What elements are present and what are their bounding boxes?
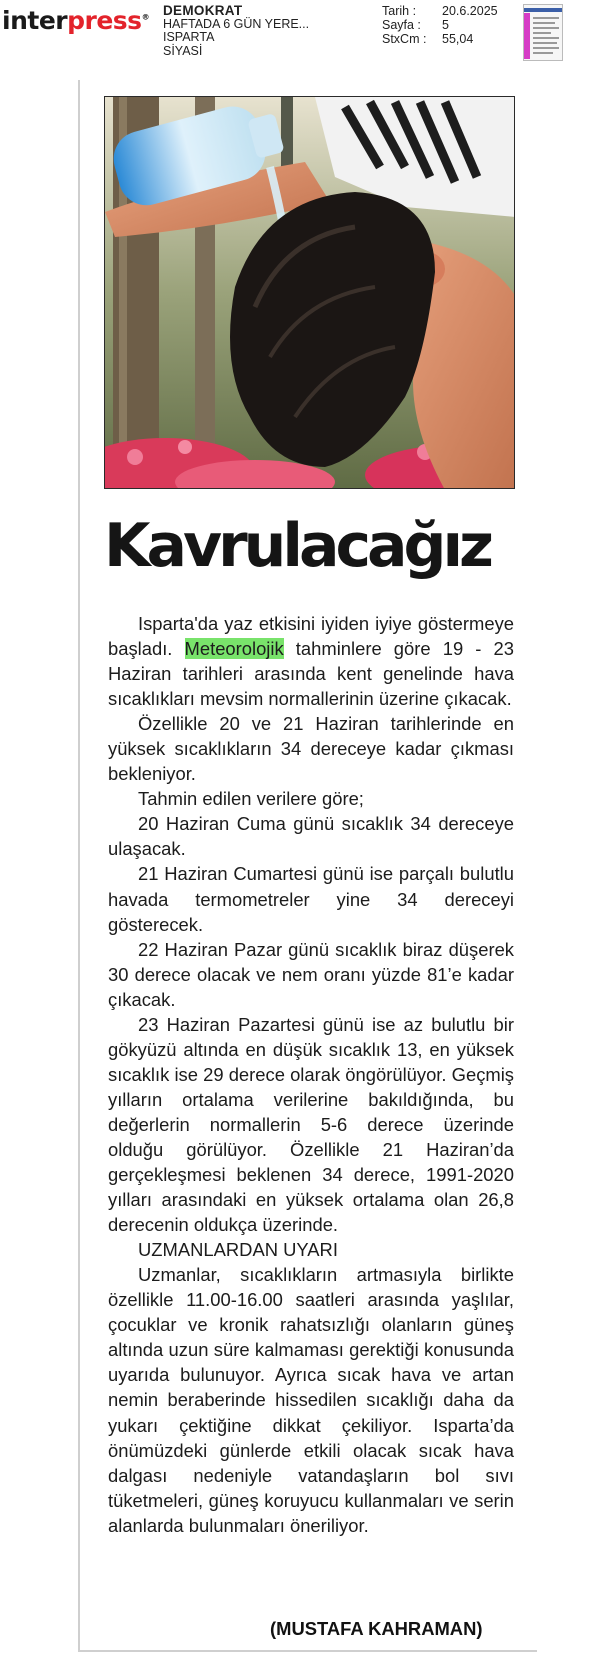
publication-name: DEMOKRAT — [163, 3, 243, 18]
page-thumbnail[interactable] — [523, 4, 563, 61]
date-label: Tarih : — [382, 4, 417, 18]
paragraph-7: 23 Haziran Pazartesi günü ise az bulutlu bir gökyüzü altında en düşük sıcaklık 13, en yüksek sıcaklık ise 29 derece olarak öngörülüyor. Geçmiş yılların ortalama verilerine bakıldığında, bu değerlerin normallerin 5-6 derece üzerinde olduğu görülüyor. Özellikle 21 Haziran’da gerçekleşmesi beklenen 34 derece, 1991-2020 yılları arasındaki en yüksek ortalama olan 26,8 derecenin oldukça üzerinde. — [108, 1013, 514, 1236]
publication-city: ISPARTA — [163, 30, 215, 44]
interpress-logo — [2, 6, 149, 35]
article-body — [108, 611, 514, 1538]
publication-frequency: HAFTADA 6 GÜN YERE... — [163, 16, 310, 31]
photo-illustration — [105, 97, 515, 489]
date-value: 20.6.2025 — [442, 4, 498, 18]
highlighted-keyword: Meteorolojik — [184, 638, 284, 660]
publication-meta — [163, 4, 309, 58]
subheading: UZMANLARDAN UYARI — [138, 1239, 338, 1261]
paragraph-3: Tahmin edilen verilere göre; — [138, 788, 364, 810]
paragraph-2: Özellikle 20 ve 21 Haziran tarihlerinde en yüksek sıcaklıkların 34 dereceye kadar çıkması bekleniyor. — [108, 713, 514, 785]
size-value: 55,04 — [442, 32, 474, 46]
author-byline: (MUSTAFA KAHRAMAN) — [270, 1618, 483, 1639]
page-value: 5 — [442, 18, 449, 32]
clipping-header — [0, 0, 590, 64]
article-headline: Kavrulacağız — [104, 511, 490, 581]
page-label: Sayfa : — [382, 18, 421, 32]
paragraph-1 — [108, 611, 514, 711]
publication-category: SİYASİ — [163, 43, 203, 58]
size-label: StxCm : — [382, 32, 427, 46]
paragraph-1-end: tahminlere göre 19 - 23 Haziran tarihleri arasında kent genelinde hava sıcaklıkları mevsim normallerinin üzerine çıkacak. — [108, 638, 514, 710]
logo-accent-text: press — [67, 6, 142, 35]
paragraph-6: 22 Haziran Pazar günü sıcaklık biraz düşerek 30 derece olacak ve nem oranı yüzde 81’e kadar çıkacak. — [108, 938, 514, 1010]
paragraph-8: Uzmanlar, sıcaklıkların artmasıyla birlikte özellikle 11.00-16.00 saatleri arasında yaşlılar, çocuklar ve kronik rahatsızlığı olanların güneş altında uzun süre kalmaması gerektiği konusunda uyarıda bulunuyor. Ayrıca sıcak hava ve artan nemin beraberinde hissedilen sıcaklığı daha da yukarı çektiğine dikkat çekiliyor. Isparta’da önümüzdeki günlerde etkili olacak sıcak hava dalgası nedeniyle vatandaşların bol sıvı tüketmeleri, güneş koruyucu kullanmaları ve serin alanlarda bulunmaları öneriliyor. — [108, 1264, 514, 1536]
paragraph-4: 20 Haziran Cuma günü sıcaklık 34 dereceye ulaşacak. — [108, 813, 514, 860]
logo-main-text: inter — [2, 6, 68, 35]
article-photo — [104, 96, 515, 489]
paragraph-1-start: Isparta'da yaz etkisini iyiden iyiye göstermeye başladı. — [108, 613, 514, 660]
paragraph-5: 21 Haziran Cumartesi günü ise parçalı bulutlu havada termometreler yine 34 dereceyi gösterecek. — [108, 863, 514, 935]
clipping-info — [382, 4, 498, 46]
logo-registered-mark: ® — [141, 12, 150, 22]
